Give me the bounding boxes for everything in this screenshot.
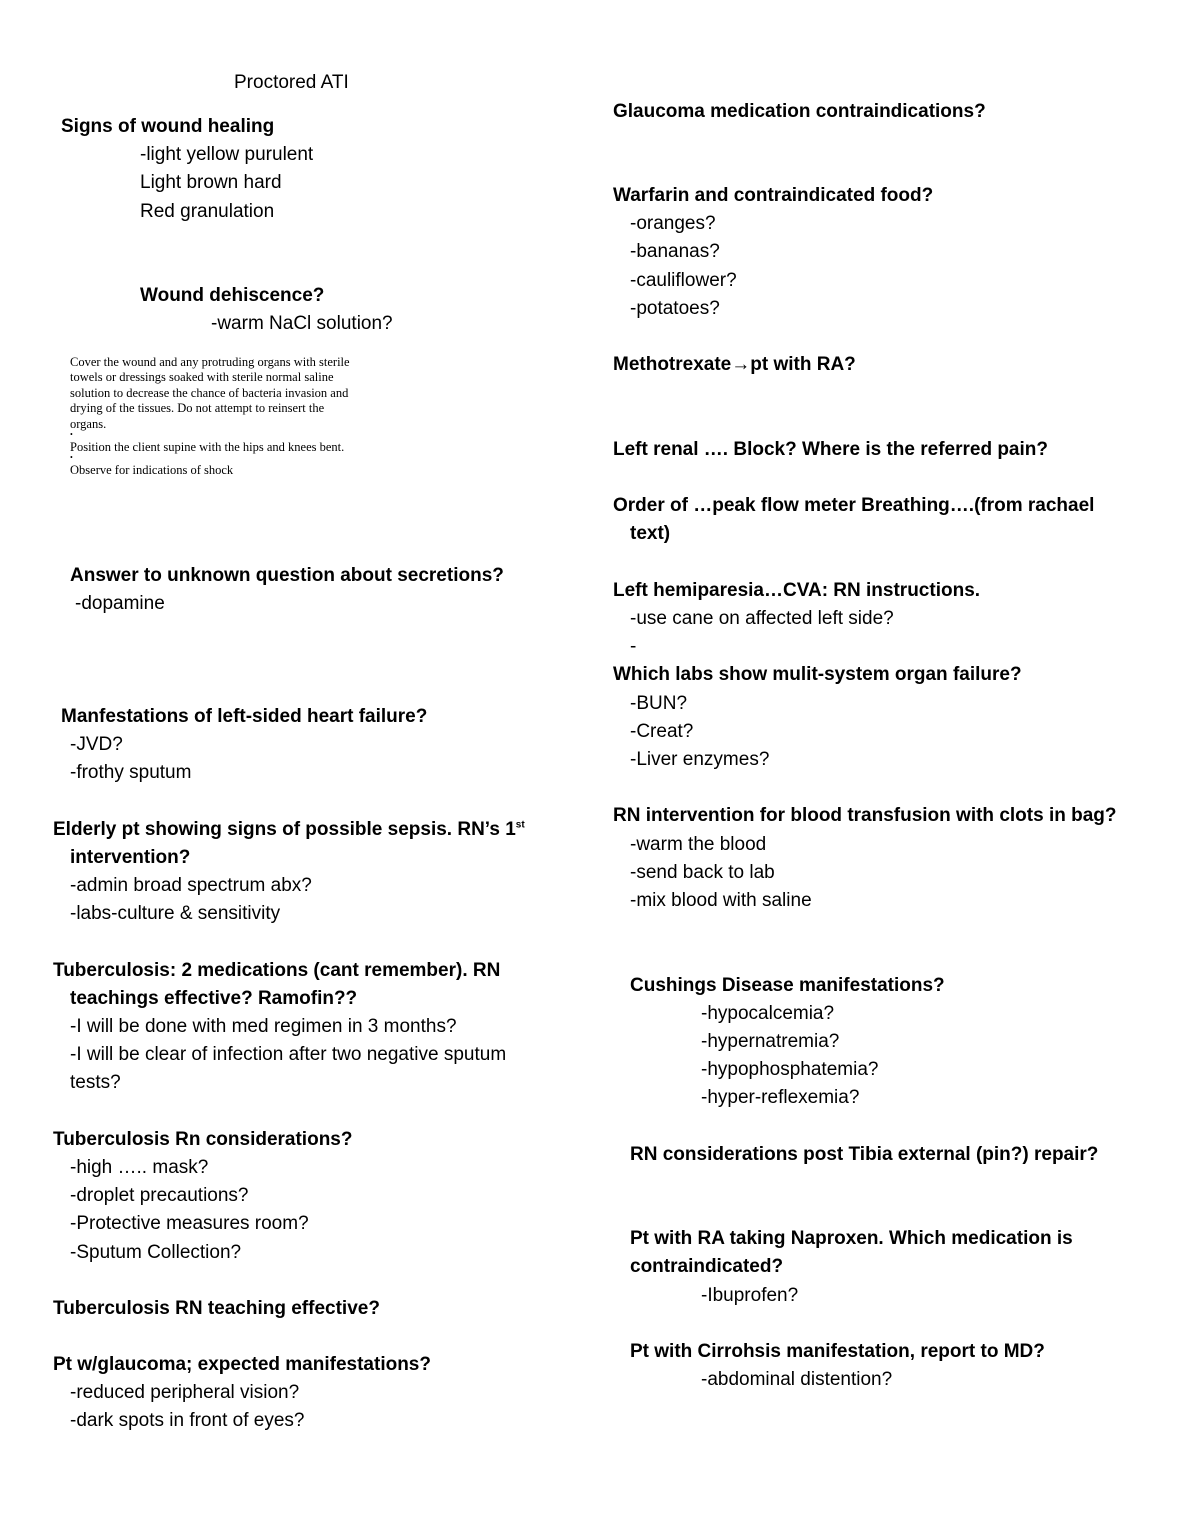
textbook-shock-line: Observe for indications of shock [70,463,234,477]
glaucoma-meds-heading: Glaucoma medication contraindications? [613,101,986,122]
glaucoma-item: -dark spots in front of eyes? [70,1410,305,1431]
cirrhosis-item: -abdominal distention? [701,1369,893,1390]
tb-considerations-item: -droplet precautions? [70,1185,249,1206]
transfusion-heading: RN intervention for blood transfusion with clots in bag? [613,805,1117,826]
dehiscence-heading: Wound dehiscence? [140,285,325,306]
glaucoma-heading: Pt w/glaucoma; expected manifestations? [53,1354,431,1375]
tb-considerations-item: -high ….. mask? [70,1157,209,1178]
tb-meds-item-cont: tests? [70,1072,121,1093]
transfusion-item: -mix blood with saline [630,890,812,911]
labs-item: -BUN? [630,693,688,714]
heart-failure-item: -frothy sputum [70,762,192,783]
textbook-line: towels or dressings soaked with sterile normal saline [70,370,334,384]
cushings-item: -hypocalcemia? [701,1003,835,1024]
sepsis-item: -labs-culture & sensitivity [70,903,281,924]
tb-considerations-heading: Tuberculosis Rn considerations? [53,1129,353,1150]
cushings-item: -hypophosphatemia? [701,1059,879,1080]
peak-flow-heading: Order of …peak flow meter Breathing….(from rachael [613,495,1095,516]
warfarin-item: -oranges? [630,213,716,234]
wound-healing-item: -light yellow purulent [140,144,314,165]
warfarin-item: -potatoes? [630,298,720,319]
secretions-item: -dopamine [75,593,165,614]
textbook-line: Cover the wound and any protruding organs with sterile [70,355,350,369]
naproxen-heading: Pt with RA taking Naproxen. Which medication is [630,1228,1073,1249]
sepsis-heading-cont: intervention? [70,847,191,868]
cirrhosis-heading: Pt with Cirrohsis manifestation, report to MD? [630,1341,1045,1362]
hemiparesia-heading: Left hemiparesia…CVA: RN instructions. [613,580,981,601]
wound-healing-heading: Signs of wound healing [61,116,275,137]
naproxen-item: -Ibuprofen? [701,1285,799,1306]
sepsis-heading [53,816,525,844]
tb-considerations-item: -Protective measures room? [70,1213,309,1234]
warfarin-item: -cauliflower? [630,270,737,291]
labs-item: -Creat? [630,721,694,742]
tb-meds-heading: Tuberculosis: 2 medications (cant remember). RN [53,960,501,981]
secretions-heading: Answer to unknown question about secretions? [70,565,504,586]
arrow-right-icon: → [731,354,751,375]
textbook-line: organs. [70,417,107,431]
cushings-heading: Cushings Disease manifestations? [630,975,945,996]
bullet-dot: • [70,453,73,462]
heart-failure-item: -JVD? [70,734,123,755]
tb-meds-heading-cont: teachings effective? Ramofin?? [70,988,358,1009]
dehiscence-item: -warm NaCl solution? [211,313,393,334]
cushings-item: -hypernatremia? [701,1031,840,1052]
wound-healing-item: Red granulation [140,201,275,222]
textbook-line: drying of the tissues. Do not attempt to reinsert the [70,401,325,415]
hemiparesia-item: - [630,636,637,657]
textbook-position-line: Position the client supine with the hips and knees bent. [70,440,345,454]
tb-meds-item: -I will be clear of infection after two negative sputum [70,1044,507,1065]
warfarin-item: -bananas? [630,241,720,262]
bullet-dot: • [70,430,73,439]
tb-considerations-item: -Sputum Collection? [70,1242,242,1263]
tb-meds-item: -I will be done with med regimen in 3 months? [70,1016,457,1037]
labs-item: -Liver enzymes? [630,749,770,770]
sepsis-item: -admin broad spectrum abx? [70,875,312,896]
tb-teaching-heading: Tuberculosis RN teaching effective? [53,1298,380,1319]
sepsis-heading-text: Elderly pt showing signs of possible sepsis. RN’s 1 [53,819,516,840]
methotrexate-heading [613,351,856,379]
methotrexate-text-after: pt with RA? [750,354,856,375]
hemiparesia-item: -use cane on affected left side? [630,608,894,629]
naproxen-heading-cont: contraindicated? [630,1256,784,1277]
textbook-line: solution to decrease the chance of bacteria invasion and [70,386,349,400]
heart-failure-heading: Manfestations of left-sided heart failure? [61,706,428,727]
methotrexate-text: Methotrexate [613,354,732,375]
labs-heading: Which labs show mulit-system organ failure? [613,664,1022,685]
peak-flow-heading-cont: text) [630,523,671,544]
transfusion-item: -send back to lab [630,862,775,883]
transfusion-item: -warm the blood [630,834,767,855]
renal-heading: Left renal …. Block? Where is the referred pain? [613,439,1048,460]
cushings-item: -hyper-reflexemia? [701,1087,860,1108]
warfarin-heading: Warfarin and contraindicated food? [613,185,934,206]
glaucoma-item: -reduced peripheral vision? [70,1382,300,1403]
wound-healing-item: Light brown hard [140,172,282,193]
page-title: Proctored ATI [234,72,349,93]
tibia-heading: RN considerations post Tibia external (pin?) repair? [630,1144,1099,1165]
sepsis-heading-sup: st [515,819,525,831]
